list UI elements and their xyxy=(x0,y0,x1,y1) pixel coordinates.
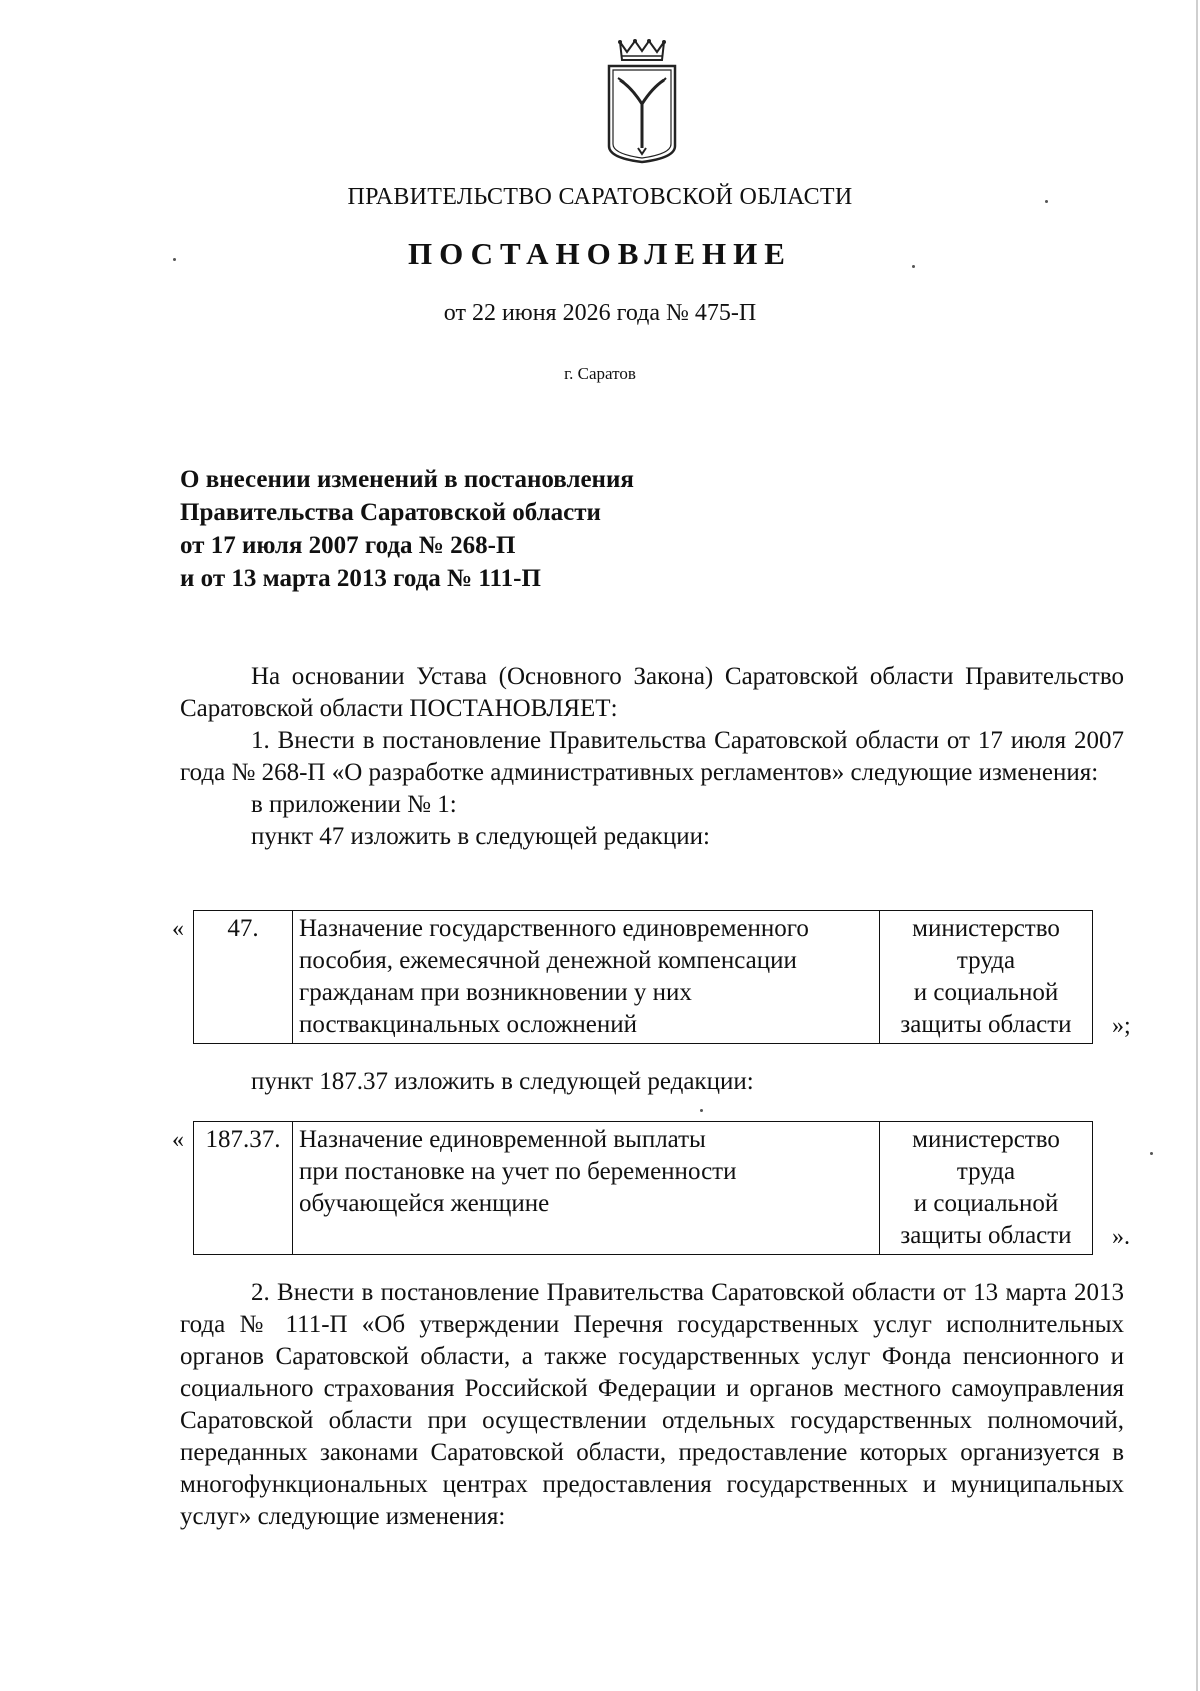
item-description-cell xyxy=(293,911,880,1044)
subject-line: и от 13 марта 2013 года № 111-П xyxy=(180,565,541,592)
point-18737-intro-block xyxy=(180,1066,1124,1098)
open-quote: « xyxy=(172,916,184,942)
point-18737-intro: пункт 187.37 изложить в следующей редакции: xyxy=(251,1068,754,1095)
description-line: при постановке на учет по беременности xyxy=(299,1158,737,1185)
description-line: обучающейся женщине xyxy=(299,1190,550,1217)
item-number-cell: 187.37. xyxy=(194,1122,293,1255)
item-number-cell: 47. xyxy=(194,911,293,1044)
close-quote: ». xyxy=(1112,1224,1130,1250)
document-type: ПОСТАНОВЛЕНИЕ xyxy=(408,236,792,271)
table-row xyxy=(194,911,1093,1044)
open-quote: « xyxy=(172,1127,184,1153)
body-section-2 xyxy=(180,1277,1124,1533)
scan-speck xyxy=(1150,1152,1153,1155)
organization-line: защиты области xyxy=(900,1222,1072,1249)
organization-line: министерство xyxy=(912,1126,1060,1153)
organization-line: и социальной xyxy=(913,979,1059,1006)
subject-line: от 17 июля 2007 года № 268-П xyxy=(180,532,516,559)
organization-cell xyxy=(880,911,1093,1044)
item-2-text: 2. Внести в постановление Правительства Саратовской области от 13 марта 2013 года № 111-П «Об утверждении Перечня государственных услуг исполнительных органов Саратовской области, а также государственных услуг Фонда пенсионного и социального страхования Российской Федерации и органов местного самоуправления Саратовской области при осуществлении отдельных государственных полномочий, переданных законами Саратовской области, предоставление которых организуется в многофункциональных центрах предоставления государственных и муниципальных услуг» следующие изменения: xyxy=(180,1279,1124,1530)
description-line: Назначение единовременной выплаты xyxy=(299,1126,706,1153)
description-line: Назначение государственного единовременного xyxy=(299,915,809,942)
document-place: г. Саратов xyxy=(564,364,636,383)
item-description-cell xyxy=(293,1122,880,1255)
item-1-text: 1. Внести в постановление Правительства Саратовской области от 17 июля 2007 года № 268-П «О разработке административных регламентов» следующие изменения: xyxy=(180,727,1124,786)
description-line: пособия, ежемесячной денежной компенсации xyxy=(299,947,797,974)
appendix-reference: в приложении № 1: xyxy=(251,791,457,818)
description-line: поствакцинальных осложнений xyxy=(299,1011,637,1038)
government-name: ПРАВИТЕЛЬСТВО САРАТОВСКОЙ ОБЛАСТИ xyxy=(347,184,853,210)
point-47-intro: пункт 47 изложить в следующей редакции: xyxy=(251,823,710,850)
organization-line: и социальной xyxy=(913,1190,1059,1217)
organization-line: труда xyxy=(956,947,1016,974)
organization-cell xyxy=(880,1122,1093,1255)
description-line: гражданам при возникновении у них xyxy=(299,979,692,1006)
body-section-1 xyxy=(180,661,1124,853)
amendment-table xyxy=(193,910,1093,1044)
scan-speck xyxy=(700,1109,703,1112)
organization-line: защиты области xyxy=(900,1011,1072,1038)
organization-line: труда xyxy=(956,1158,1016,1185)
organization-line: министерство xyxy=(912,915,1060,942)
document-date-number: от 22 июня 2026 года № 475-П xyxy=(443,300,757,326)
document-subject xyxy=(180,463,634,595)
amendment-table xyxy=(193,1121,1093,1255)
saratov-coat-of-arms-icon xyxy=(604,36,680,164)
subject-line: О внесении изменений в постановления xyxy=(180,466,634,493)
table-row xyxy=(194,1122,1093,1255)
close-quote: »; xyxy=(1112,1013,1131,1039)
preamble: На основании Устава (Основного Закона) Саратовской области Правительство Саратовской области ПОСТАНОВЛЯЕТ: xyxy=(180,663,1124,722)
subject-line: Правительства Саратовской области xyxy=(180,499,601,526)
